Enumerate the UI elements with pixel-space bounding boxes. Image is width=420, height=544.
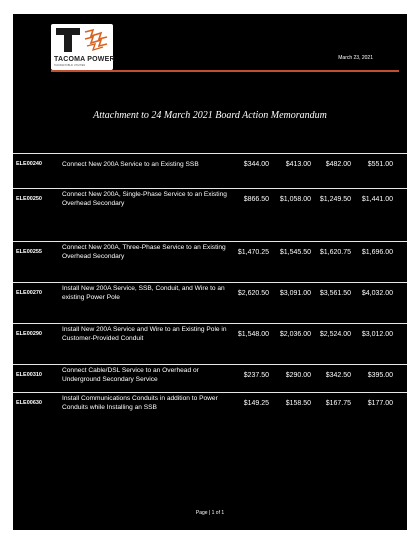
service-description: Connect Cable/DSL Service to an Overhead or Underground Secondary Service: [62, 367, 199, 383]
fee-amount: $237.50: [243, 371, 269, 379]
fee-amount: $3,012.00: [361, 330, 393, 338]
service-code: ELE00255: [16, 249, 42, 255]
table-row: [13, 365, 407, 385]
fee-amount: $395.00: [367, 371, 393, 379]
fee-amount: $344.00: [243, 160, 269, 168]
service-code: ELE00240: [16, 161, 42, 167]
t-letter-icon: [55, 27, 81, 53]
document-page: [13, 14, 407, 530]
table-row: [13, 283, 407, 303]
page-title: Attachment to 24 March 2021 Board Action Memorandum: [93, 110, 327, 121]
fee-amount: $866.50: [243, 195, 269, 203]
service-description: Connect New 200A, Single-Phase Service to an Existing Overhead Secondary: [62, 191, 227, 207]
fee-amount: $149.25: [243, 399, 269, 407]
fee-amount: $2,620.50: [237, 289, 269, 297]
table-row: [13, 189, 407, 209]
fee-amount: $1,545.50: [279, 248, 311, 256]
lightning-lines-icon: [83, 28, 109, 52]
service-description: Install New 200A Service and Wire to an Existing Pole in Customer-Provided Conduit: [62, 326, 227, 342]
fee-amount: $1,548.00: [237, 330, 269, 338]
fee-amount: $342.50: [325, 371, 351, 379]
fee-amount: $2,036.00: [279, 330, 311, 338]
fee-amount: $1,058.00: [279, 195, 311, 203]
service-code: ELE00250: [16, 196, 42, 202]
service-code: ELE00310: [16, 372, 42, 378]
fee-amount: $413.00: [285, 160, 311, 168]
fee-amount: $290.00: [285, 371, 311, 379]
page-number: Page | 1 of 1: [195, 510, 225, 516]
fee-amount: $2,524.00: [319, 330, 351, 338]
memo-date: March 23, 2021: [338, 55, 373, 61]
service-description: Install Communications Conduits in addition to Power Conduits while Installing an SSB: [62, 395, 218, 411]
header-rule: [51, 70, 399, 72]
service-code: ELE00270: [16, 290, 42, 296]
fee-amount: $482.00: [325, 160, 351, 168]
fee-amount: $158.50: [285, 399, 311, 407]
fee-amount: $1,470.25: [237, 248, 269, 256]
fee-amount: $3,561.50: [319, 289, 351, 297]
table-row: [13, 154, 407, 174]
fee-amount: $3,091.00: [279, 289, 311, 297]
fee-amount: $1,249.50: [319, 195, 351, 203]
fee-amount: $1,696.00: [361, 248, 393, 256]
tacoma-power-logo: [51, 24, 113, 70]
table-row: [13, 242, 407, 262]
fee-amount: $167.75: [325, 399, 351, 407]
fee-amount: $4,032.00: [361, 289, 393, 297]
service-description: Install New 200A Service, SSB, Conduit, and Wire to an existing Power Pole: [62, 285, 225, 301]
fee-amount: $1,441.00: [361, 195, 393, 203]
fee-amount: $1,620.75: [319, 248, 351, 256]
service-code: ELE00290: [16, 331, 42, 337]
service-code: ELE00630: [16, 400, 42, 406]
service-description: Connect New 200A, Three-Phase Service to an Existing Overhead Secondary: [62, 244, 226, 260]
table-row: [13, 393, 407, 413]
fee-amount: $551.00: [367, 160, 393, 168]
logo-tagline: TACOMA PUBLIC UTILITIES: [54, 64, 86, 67]
fee-amount: $177.00: [367, 399, 393, 407]
logo-name: TACOMA POWER: [54, 56, 115, 63]
table-row: [13, 324, 407, 344]
service-description: Connect New 200A Service to an Existing SSB: [62, 160, 199, 168]
